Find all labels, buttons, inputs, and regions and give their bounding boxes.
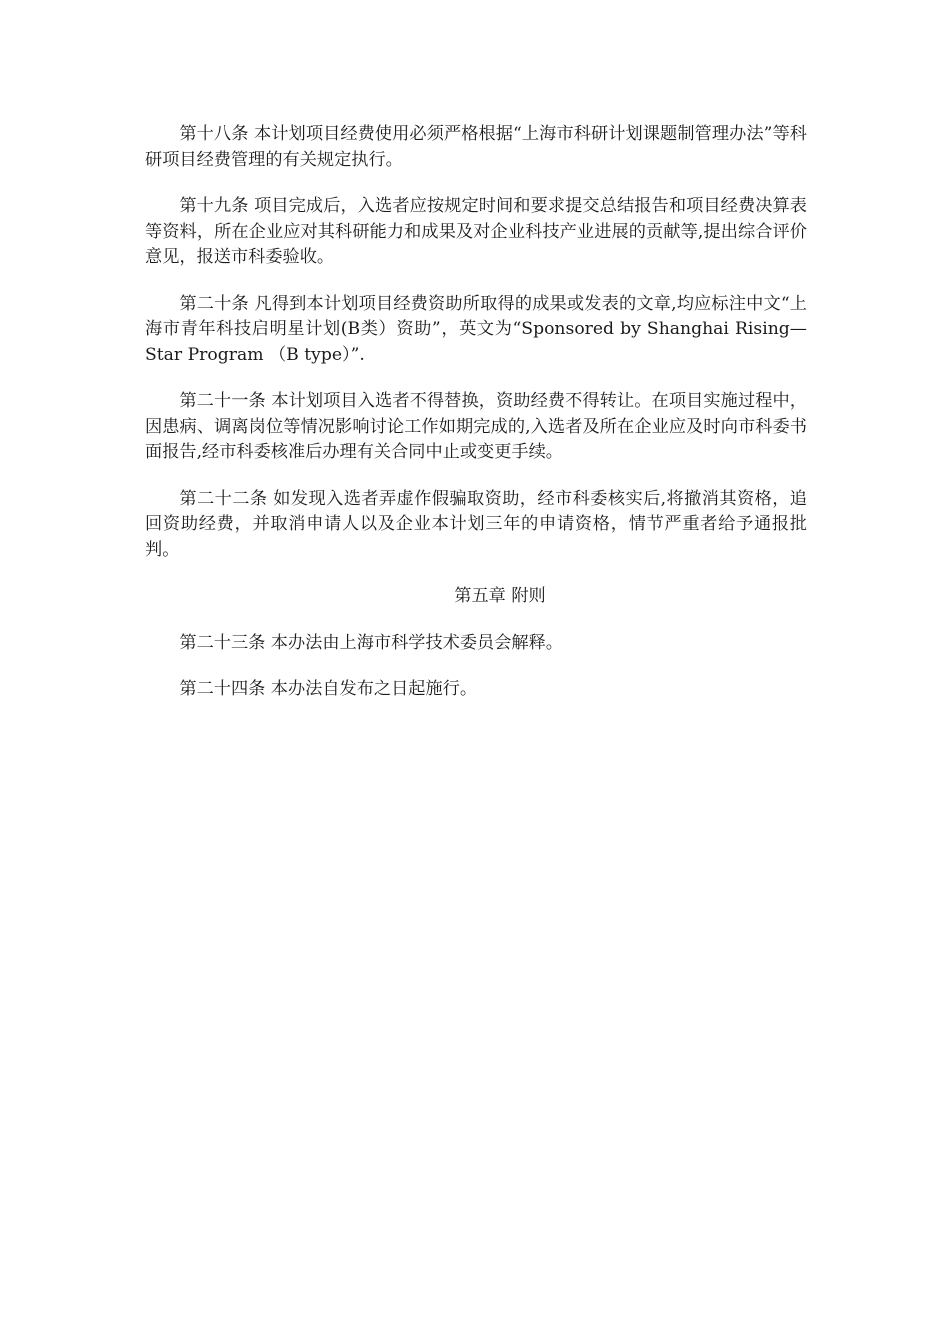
article-24: 第二十四条 本办法自发布之日起施行。	[179, 679, 478, 699]
article-18: 第十八条 本计划项目经费使用必须严格根据“上海市科研计划课题制管理办法”等科研项目经费管理的有关规定执行。	[145, 124, 807, 170]
article-21: 第二十一条 本计划项目入选者不得替换，资助经费不得转让。在项目实施过程中，因患病、调离岗位等情况影响讨论工作如期完成的,入选者及所在企业应及时向市科委书面报告,经市科委核准后办理有关合同中止或变更手续。	[145, 391, 807, 462]
article-20: 第二十条 凡得到本计划项目经费资助所取得的成果或发表的文章,均应标注中文“上海市青年科技启明星计划(B类）资助”，英文为“Sponsored by Shanghai Rising—Star Program （B type）”.	[145, 293, 807, 365]
article-22: 第二十二条 如发现入选者弄虚作假骗取资助，经市科委核实后,将撤消其资格，追回资助经费，并取消申请人以及企业本计划三年的申请资格，情节严重者给予通报批判。	[145, 488, 807, 560]
document-page	[145, 122, 807, 724]
article-19: 第十九条 项目完成后，入选者应按规定时间和要求提交总结报告和项目经费决算表等资料，所在企业应对其科研能力和成果及对企业科技产业进展的贡献等,提出综合评价意见，报送市科委验收。	[145, 196, 807, 267]
article-23: 第二十三条 本办法由上海市科学技术委员会解释。	[179, 632, 563, 653]
chapter-heading: 第五章 附则	[454, 586, 546, 606]
